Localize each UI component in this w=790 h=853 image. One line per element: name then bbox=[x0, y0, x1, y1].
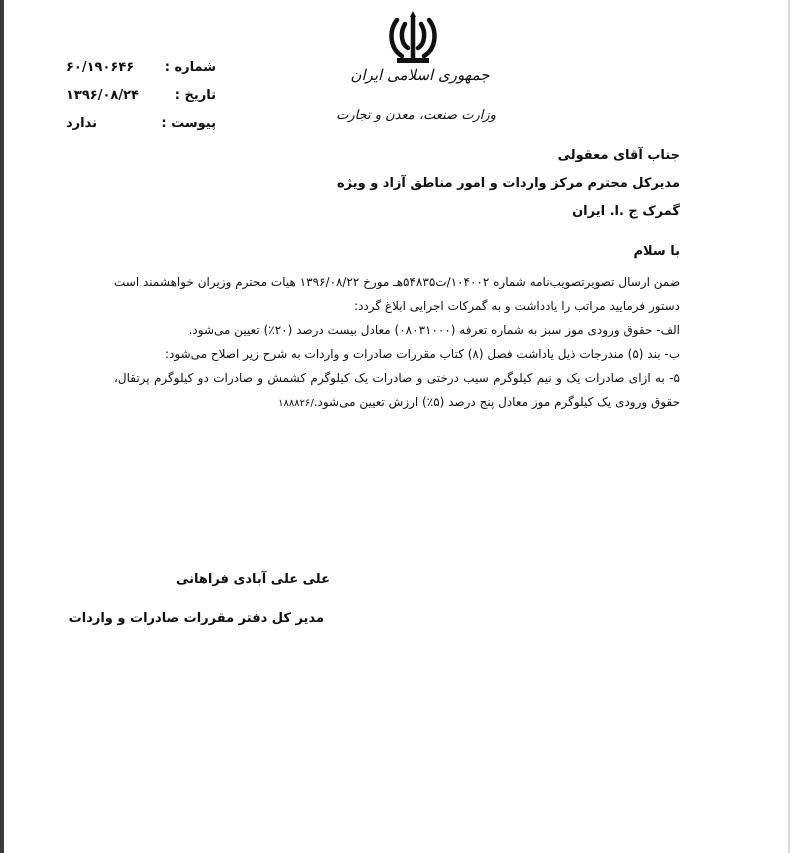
iran-emblem-icon bbox=[384, 8, 442, 66]
recipient-block bbox=[337, 142, 680, 226]
meta-date-value: ۱۳۹۶/۰۸/۲۴ bbox=[66, 88, 139, 103]
meta-number-row bbox=[66, 54, 216, 82]
meta-number-value: ۶۰/۱۹۰۶۴۶ bbox=[66, 60, 135, 75]
greeting: با سلام bbox=[633, 244, 680, 259]
meta-date-row bbox=[66, 82, 216, 110]
recipient-position: مدیرکل محترم مرکز واردات و امور مناطق آزاد و ویژه bbox=[336, 176, 680, 191]
recipient-name: جناب آقای معقولی bbox=[557, 148, 680, 163]
left-page-edge bbox=[0, 0, 4, 853]
recipient-organization: گمرک ج .ا. ایران bbox=[572, 204, 680, 219]
ministry-title: وزارت صنعت، معدن و تجارت bbox=[336, 108, 496, 123]
signatory-title: مدیر کل دفتر مقررات صادرات و واردات bbox=[68, 611, 324, 626]
letter-meta bbox=[66, 54, 216, 138]
letter-body bbox=[114, 270, 680, 416]
meta-date-label: تاریخ : bbox=[174, 88, 216, 103]
body-paragraph-intro: ضمن ارسال تصویرتصویب‌نامه شماره ۱۰۴۰۰۲/ت۵۴۸۳۵هـ مورخ ۱۳۹۶/۰۸/۲۲ هیات محترم وزیران خواهشمند است دستور فرمایید مراتب را یادداشت و به گمرکات اجرایی ابلاغ گردد: bbox=[114, 275, 681, 313]
meta-attachment-label: پیوست : bbox=[161, 116, 216, 131]
meta-attachment-row bbox=[66, 110, 216, 138]
body-item-be: ب- بند (۵) مندرجات ذیل یاداشت فصل (۸) کتاب مقررات صادرات و واردات به شرح زیر اصلاح می‌شود: bbox=[165, 347, 680, 361]
reference-number: /۱۸۸۸۲۶ bbox=[278, 398, 314, 409]
meta-number-label: شماره : bbox=[164, 60, 216, 75]
signatory-name: علی علی آبادی فراهانی bbox=[175, 572, 330, 587]
body-item-5-text: ۵- به ازای صادرات یک و نیم کیلوگرم سیب درختی و صادرات یک کیلوگرم کشمش و صادرات دو کیلوگرم پرتقال، حقوق ورودی یک کیلوگرم موز معادل پنج درصد (۵٪) ارزش تعیین می‌شود. bbox=[114, 371, 680, 409]
body-item-alef: الف- حقوق ورودی موز سبز به شماره تعرفه (۰۸۰۳۱۰۰۰) معادل بیست درصد (۲۰٪) تعیین می‌شود. bbox=[188, 323, 680, 337]
republic-title: جمهوری اسلامی ایران bbox=[350, 66, 490, 84]
body-item-5 bbox=[114, 366, 680, 416]
meta-attachment-value: ندارد bbox=[66, 116, 98, 131]
